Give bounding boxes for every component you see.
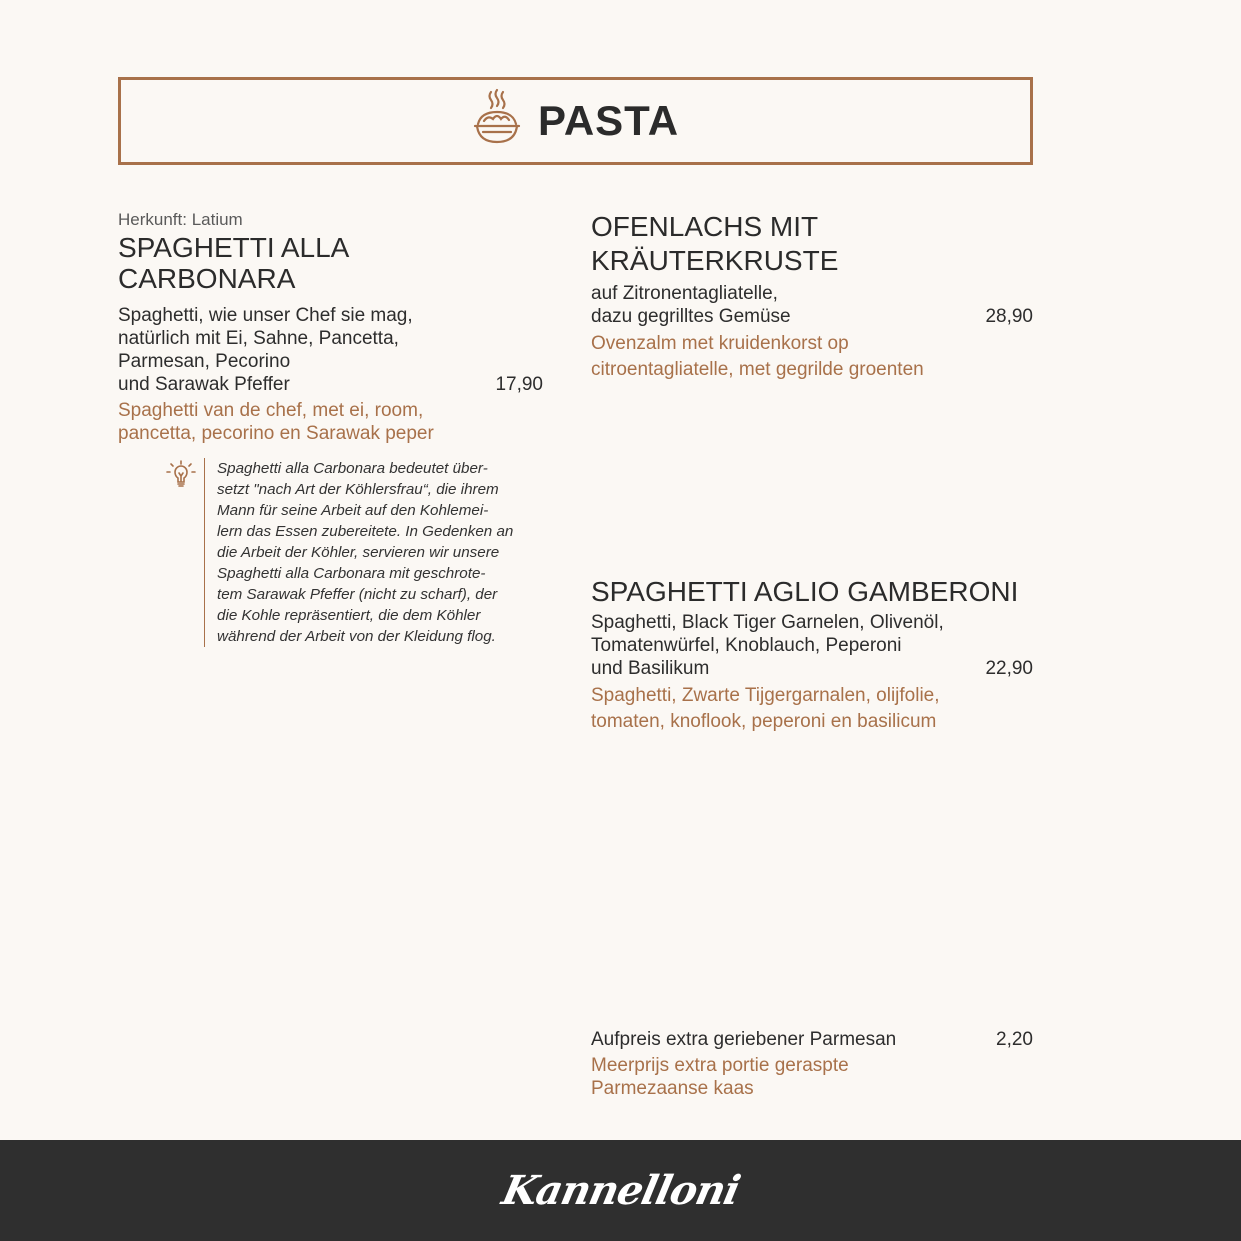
dish-aglio-gamberoni xyxy=(591,576,1033,735)
extra-price: 2,20 xyxy=(996,1029,1033,1050)
tip-line: Spaghetti alla Carbonara bedeutet über- xyxy=(217,460,488,477)
desc-line: dazu gegrilltes Gemüse xyxy=(591,306,791,327)
dish-title-line: SPAGHETTI AGLIO GAMBERONI xyxy=(591,576,1019,607)
footer xyxy=(0,1140,1241,1241)
translation-line: Spaghetti, Zwarte Tijgergarnalen, olijfolie, xyxy=(591,685,940,706)
extra-translation xyxy=(591,1054,1033,1100)
tip-line: die Kohle repräsentiert, die dem Köhler xyxy=(217,607,481,624)
dish-title-line: SPAGHETTI ALLA xyxy=(118,232,350,263)
dish-price: 22,90 xyxy=(985,658,1033,679)
pasta-bowl-icon xyxy=(472,88,522,146)
tip-line: setzt "nach Art der Köhlersfrau“, die ihrem xyxy=(217,481,499,498)
dish-title-line: KRÄUTERKRUSTE xyxy=(591,245,839,276)
translation-line: Spaghetti van de chef, met ei, room, xyxy=(118,400,424,421)
translation-line: Meerprijs extra portie geraspte xyxy=(591,1055,849,1076)
desc-line: Spaghetti, wie unser Chef sie mag, xyxy=(118,305,413,326)
carbonara-tip xyxy=(164,458,543,647)
dish-title-line: OFENLACHS MIT xyxy=(591,211,819,242)
translation-line: Parmezaanse kaas xyxy=(591,1078,754,1099)
extra-row xyxy=(591,1028,1033,1051)
tip-line: Mann für seine Arbeit auf den Kohlemei- xyxy=(217,502,489,519)
dish-title xyxy=(591,576,1033,607)
section-title: PASTA xyxy=(537,97,680,144)
translation-line: citroentagliatelle, met gegrilde groenten xyxy=(591,359,924,380)
brand-logo: Kannelloni xyxy=(497,1167,744,1214)
translation-line: tomaten, knoflook, peperoni en basilicum xyxy=(591,711,937,732)
dish-description xyxy=(591,282,1033,328)
tip-line: während der Arbeit von der Kleidung flog. xyxy=(217,628,496,645)
dish-price: 28,90 xyxy=(985,306,1033,327)
dish-translation xyxy=(591,331,1033,383)
dish-title xyxy=(591,210,1033,278)
tip-text xyxy=(204,458,513,647)
tip-line: Spaghetti alla Carbonara mit geschrote- xyxy=(217,565,486,582)
translation-line: pancetta, pecorino en Sarawak peper xyxy=(118,423,434,444)
dish-description xyxy=(591,611,1033,680)
dish-ofenlachs xyxy=(591,210,1033,383)
desc-line: und Sarawak Pfeffer xyxy=(118,374,290,395)
desc-line: Spaghetti, Black Tiger Garnelen, Olivenöl, xyxy=(591,612,944,633)
dish-translation xyxy=(118,399,543,445)
translation-line: Ovenzalm met kruidenkorst op xyxy=(591,333,849,354)
extra-parmesan xyxy=(591,1028,1033,1100)
section-header xyxy=(118,77,1033,165)
dish-price: 17,90 xyxy=(495,374,543,395)
desc-line: Tomatenwürfel, Knoblauch, Peperoni xyxy=(591,635,902,656)
dish-title-line: CARBONARA xyxy=(118,263,296,294)
dish-carbonara xyxy=(118,210,543,445)
lightbulb-icon xyxy=(164,458,198,492)
desc-line: auf Zitronentagliatelle, xyxy=(591,283,778,304)
dish-description xyxy=(118,304,543,396)
dish-translation xyxy=(591,683,1033,735)
tip-line: lern das Essen zubereitete. In Gedenken an xyxy=(217,523,514,540)
desc-line: und Basilikum xyxy=(591,658,710,679)
dish-origin: Herkunft: Latium xyxy=(118,210,243,229)
desc-line: natürlich mit Ei, Sahne, Pancetta, xyxy=(118,328,399,349)
extra-label: Aufpreis extra geriebener Parmesan xyxy=(591,1029,897,1050)
desc-line: Parmesan, Pecorino xyxy=(118,351,291,372)
dish-title xyxy=(118,232,543,294)
tip-line: die Arbeit der Köhler, servieren wir unsere xyxy=(217,544,500,561)
tip-line: tem Sarawak Pfeffer (nicht zu scharf), der xyxy=(217,586,498,603)
